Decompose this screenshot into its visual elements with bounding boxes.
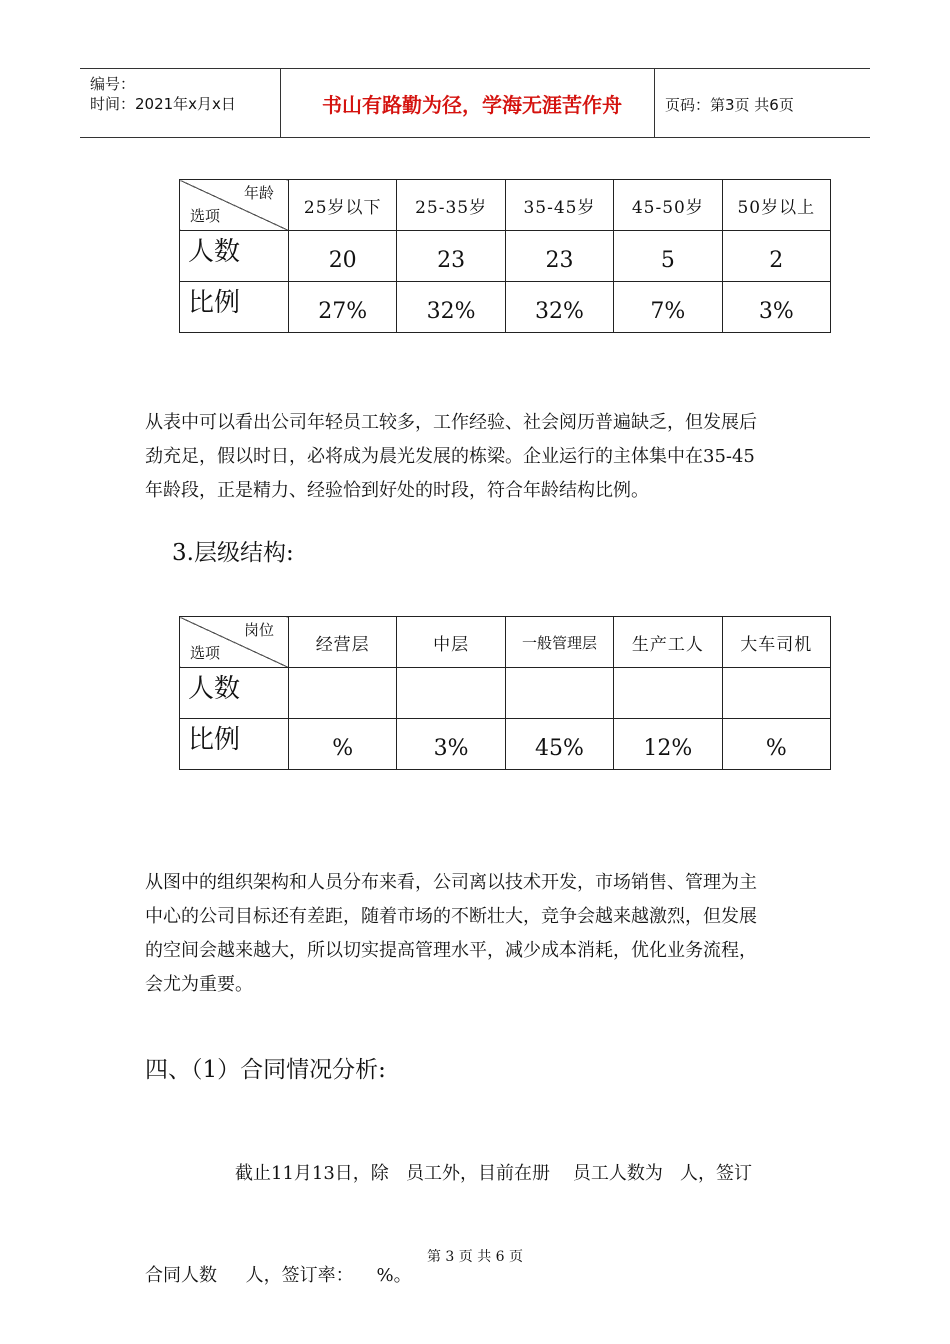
paragraph-line: 从图中的组织架构和人员分布来看，公司离以技术开发，市场销售、管理为主 [145, 872, 757, 893]
table-cell: 32% [397, 282, 505, 333]
age-col-header: 35-45岁 [505, 180, 613, 231]
age-table-corner [180, 180, 289, 231]
section-heading-contract: 四、（1）合同情况分析: [145, 1057, 386, 1083]
table-cell: 12% [614, 719, 722, 770]
table-row [180, 231, 831, 282]
table-cell: 23 [505, 231, 613, 282]
row-label: 人数 [180, 231, 289, 282]
level-col-header: 经营层 [289, 617, 397, 668]
section-heading-level-structure: 3.层级结构: [172, 540, 294, 566]
age-col-header: 25-35岁 [397, 180, 505, 231]
paragraph-line: 合同人数 人，签订率： %。 [145, 1265, 412, 1286]
page-number-label: 页码：第3页 共6页 [665, 96, 794, 114]
row-label: 人数 [180, 668, 289, 719]
page-header [80, 68, 870, 138]
table-cell: 5 [614, 231, 722, 282]
paragraph-line: 的空间会越来越大，所以切实提高管理水平，减少成本消耗，优化业务流程， [145, 940, 757, 961]
row-label: 比例 [180, 282, 289, 333]
paragraph-line: 截止11月13日，除 员工外，目前在册 员工人数为 人，签订 [235, 1163, 753, 1184]
table-cell [289, 668, 397, 719]
age-col-header: 25岁以下 [289, 180, 397, 231]
table-cell: 2 [722, 231, 830, 282]
table-cell [614, 668, 722, 719]
level-col-header: 一般管理层 [505, 617, 613, 668]
table-cell: 7% [614, 282, 722, 333]
table-cell: % [722, 719, 830, 770]
structure-analysis-paragraph [145, 866, 815, 1002]
level-table [179, 616, 831, 770]
table-cell: 32% [505, 282, 613, 333]
age-col-header: 45-50岁 [614, 180, 722, 231]
corner-bottom-label: 选项 [190, 207, 221, 225]
row-label: 比例 [180, 719, 289, 770]
table-cell: 23 [397, 231, 505, 282]
table-cell [397, 668, 505, 719]
table-cell: 27% [289, 282, 397, 333]
level-table-corner [180, 617, 289, 668]
corner-top-label: 年龄 [243, 184, 274, 202]
table-cell [505, 668, 613, 719]
table-cell: 3% [722, 282, 830, 333]
header-divider [280, 69, 281, 137]
paragraph-line: 中心的公司目标还有差距，随着市场的不断壮大，竞争会越来越激烈，但发展 [145, 906, 757, 927]
age-table [179, 179, 831, 333]
level-col-header: 中层 [397, 617, 505, 668]
paragraph-line: 从表中可以看出公司年轻员工较多，工作经验、社会阅历普遍缺乏，但发展后 [145, 412, 757, 433]
corner-top-label: 岗位 [243, 621, 274, 639]
corner-bottom-label: 选项 [190, 644, 221, 662]
level-col-header: 大车司机 [722, 617, 830, 668]
age-col-header: 50岁以上 [722, 180, 830, 231]
contract-paragraph [145, 1089, 815, 1327]
header-motto: 书山有路勤为径，学海无涯苦作舟 [322, 93, 622, 117]
age-analysis-paragraph [145, 406, 815, 508]
level-col-header: 生产工人 [614, 617, 722, 668]
paragraph-line: 会尤为重要。 [145, 974, 253, 995]
paragraph-line: 年龄段，正是精力、经验恰到好处的时段，符合年龄结构比例。 [145, 480, 649, 501]
page-footer: 第 3 页 共 6 页 [426, 1249, 524, 1265]
table-cell: 20 [289, 231, 397, 282]
table-row [180, 719, 831, 770]
table-row [180, 668, 831, 719]
table-cell: 45% [505, 719, 613, 770]
header-divider [654, 69, 655, 137]
doc-number-label: 编号： [90, 75, 136, 93]
paragraph-line: 劲充足，假以时日，必将成为晨光发展的栋梁。企业运行的主体集中在35-45 [145, 446, 755, 467]
table-row [180, 282, 831, 333]
table-cell: % [289, 719, 397, 770]
table-cell: 3% [397, 719, 505, 770]
table-cell [722, 668, 830, 719]
doc-time-label: 时间：2021年x月x日 [90, 95, 236, 113]
